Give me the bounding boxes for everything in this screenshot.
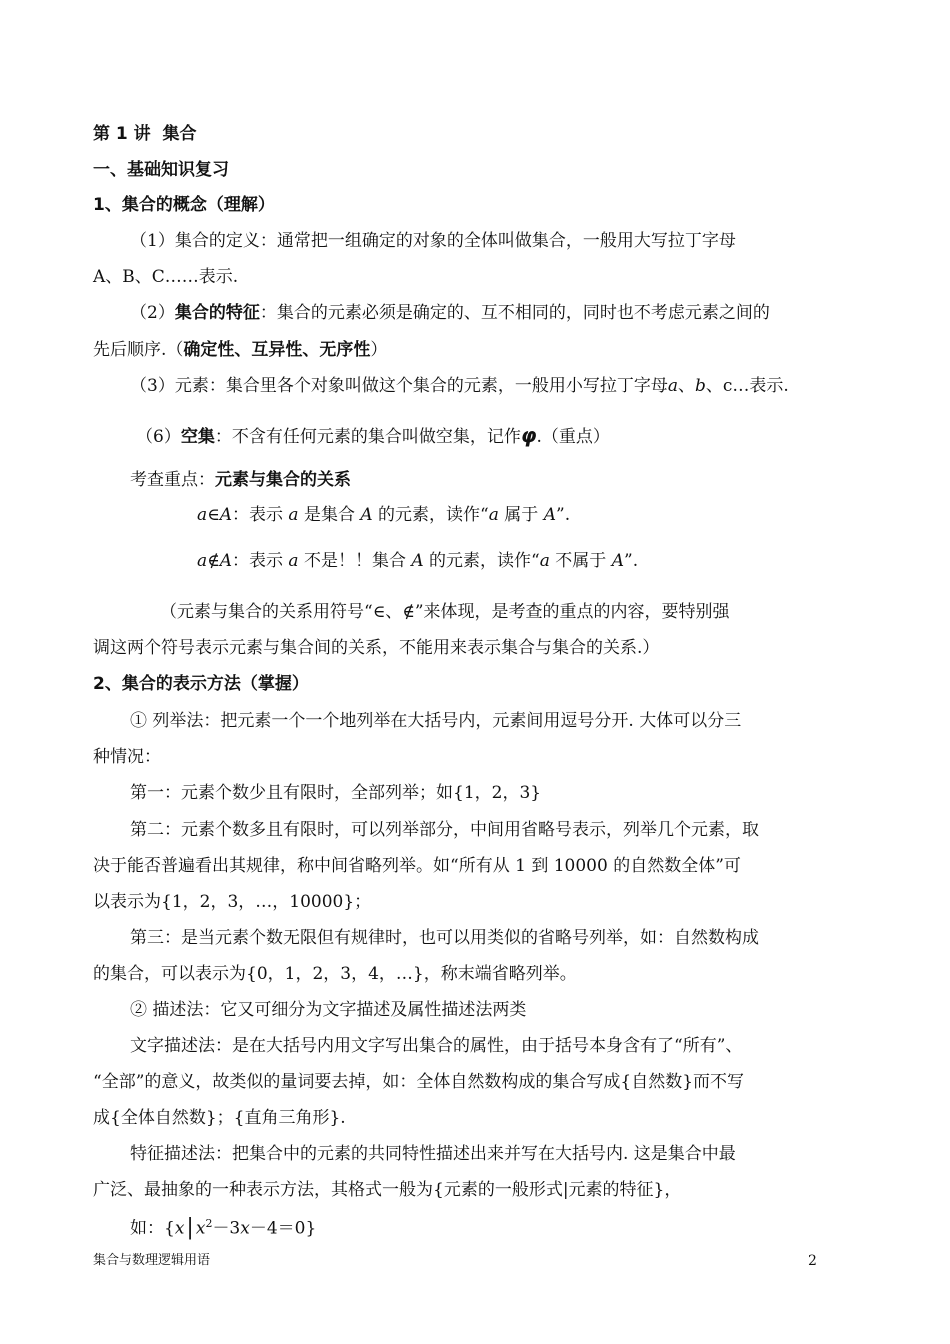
feature-line-1 — [130, 301, 770, 325]
definition-line-1: （1）集合的定义：通常把一组确定的对象的全体叫做集合，一般用大写拉丁字母 — [130, 231, 736, 251]
text-description-line-1: 文字描述法：是在大括号内用文字写出集合的属性，由于括号本身含有了“所有”、 — [130, 1036, 743, 1056]
subsection-title-concept: 1、集合的概念（理解） — [93, 195, 275, 215]
belongs-A: A — [219, 505, 233, 525]
notbelongs-symbol: ∉ — [207, 551, 220, 571]
empty-set-symbol: φ — [520, 423, 537, 447]
focus-line — [130, 468, 351, 492]
belongs-a-2: a — [288, 505, 299, 525]
belongs-a-3: a — [488, 505, 499, 525]
example-x3: x — [240, 1218, 250, 1239]
example-x: x — [174, 1218, 185, 1239]
not-belongs-line — [197, 549, 638, 573]
belongs-text-1: ：表示 — [232, 505, 289, 525]
example-line — [130, 1212, 316, 1241]
notbelongs-text-5: ”. — [624, 551, 639, 571]
belongs-text-2: 是集合 — [298, 505, 361, 525]
notbelongs-text-3: 的元素，读作“ — [423, 551, 540, 571]
element-letter-a: a — [667, 376, 678, 396]
notbelongs-A-2: A — [411, 551, 424, 571]
feature-line2-text: 先后顺序.（ — [93, 340, 184, 360]
belongs-A-3: A — [543, 505, 556, 525]
notbelongs-A: A — [219, 551, 233, 571]
feature-line2-close: ） — [370, 340, 388, 360]
belongs-text-3: 的元素，读作“ — [372, 505, 489, 525]
belongs-A-2: A — [360, 505, 373, 525]
example-x2: x — [195, 1218, 206, 1239]
element-line — [130, 374, 789, 398]
list-method-line-2: 种情况： — [93, 747, 161, 767]
notbelongs-a-3: a — [539, 551, 550, 571]
subsection-title-representation: 2、集合的表示方法（掌握） — [93, 674, 309, 694]
case-2-line-1: 第二：元素个数多且有限时，可以列举部分，中间用省略号表示，列举几个元素，取 — [130, 820, 759, 840]
example-bar: | — [186, 1214, 194, 1240]
empty-end: .（重点） — [536, 427, 610, 447]
feature-line-2 — [93, 338, 387, 362]
empty-set-line — [136, 423, 610, 449]
focus-prefix: 考查重点： — [130, 470, 215, 490]
lecture-topic: 集合 — [162, 124, 197, 144]
lecture-number: 第 1 讲 — [93, 124, 151, 144]
lecture-heading — [93, 122, 197, 146]
belongs-symbol: ∈ — [207, 505, 220, 525]
note-line-1: （元素与集合的关系用符号“∈、∉”来体现，是考查的重点的内容，要特别强 — [160, 602, 730, 622]
belongs-a: a — [197, 505, 208, 525]
element-end: 、c…表示. — [705, 376, 789, 396]
feature-text: ：集合的元素必须是确定的、互不相同的，同时也不考虑元素之间的 — [259, 303, 770, 323]
belongs-text-4: 属于 — [498, 505, 544, 525]
example-prefix: 如：{ — [130, 1218, 175, 1239]
element-text: （3）元素：集合里各个对象叫做这个集合的元素，一般用小写拉丁字母 — [130, 376, 668, 396]
list-method-line-1: ① 列举法：把元素一个一个地列举在大括号内，元素间用逗号分开. 大体可以分三 — [130, 711, 742, 731]
feature-prefix: （2） — [130, 303, 175, 323]
example-end: －4＝0} — [249, 1218, 317, 1239]
text-description-line-3: 成{全体自然数}；{直角三角形}. — [93, 1108, 346, 1128]
empty-prefix: （6） — [136, 427, 181, 447]
section-title: 一、基础知识复习 — [93, 160, 229, 180]
feature-properties: 确定性、互异性、无序性 — [183, 340, 371, 360]
property-description-line-1: 特征描述法：把集合中的元素的共同特性描述出来并写在大括号内. 这是集合中最 — [130, 1144, 736, 1164]
element-letter-b: b — [694, 376, 706, 396]
footer-title: 集合与数理逻辑用语 — [93, 1253, 211, 1268]
property-description-line-2: 广泛、最抽象的一种表示方法，其格式一般为{元素的一般形式|元素的特征}， — [93, 1180, 682, 1200]
belongs-line — [197, 503, 570, 527]
belongs-text-5: ”. — [556, 505, 571, 525]
note-line-2: 调这两个符号表示元素与集合间的关系，不能用来表示集合与集合的关系.） — [93, 638, 660, 658]
case-1: 第一：元素个数少且有限时，全部列举；如{1，2，3} — [130, 783, 542, 803]
definition-line-2: A、B、C……表示. — [93, 267, 239, 287]
notbelongs-text-1: ：表示 — [232, 551, 289, 571]
notbelongs-a: a — [197, 551, 208, 571]
description-method-line: ② 描述法：它又可细分为文字描述及属性描述法两类 — [130, 1000, 527, 1020]
feature-term: 集合的特征 — [174, 303, 260, 323]
element-sep: 、 — [677, 376, 695, 396]
case-3-line-2: 的集合，可以表示为{0，1，2，3，4，…}，称末端省略列举。 — [93, 964, 577, 984]
case-2-line-2: 决于能否普遍看出其规律，称中间省略列举。如“所有从 1 到 10000 的自然数全体”可 — [93, 856, 741, 876]
example-mid: －3 — [212, 1218, 241, 1239]
example-exponent: 2 — [205, 1217, 213, 1230]
notbelongs-A-3: A — [611, 551, 624, 571]
empty-text: ：不含有任何元素的集合叫做空集，记作 — [214, 427, 521, 447]
case-3-line-1: 第三：是当元素个数无限但有规律时，也可以用类似的省略号列举，如：自然数构成 — [130, 928, 759, 948]
empty-term: 空集 — [180, 427, 215, 447]
text-description-line-2: “全部”的意义，故类似的量词要去掉，如：全体自然数构成的集合写成{自然数}而不写 — [93, 1072, 745, 1092]
page-number: 2 — [808, 1253, 817, 1269]
case-2-line-3: 以表示为{1，2，3，…，10000}； — [93, 892, 372, 912]
focus-term: 元素与集合的关系 — [215, 470, 351, 490]
notbelongs-text-4: 不属于 — [549, 551, 612, 571]
notbelongs-text-2: 不是！！集合 — [298, 551, 412, 571]
notbelongs-a-2: a — [288, 551, 299, 571]
